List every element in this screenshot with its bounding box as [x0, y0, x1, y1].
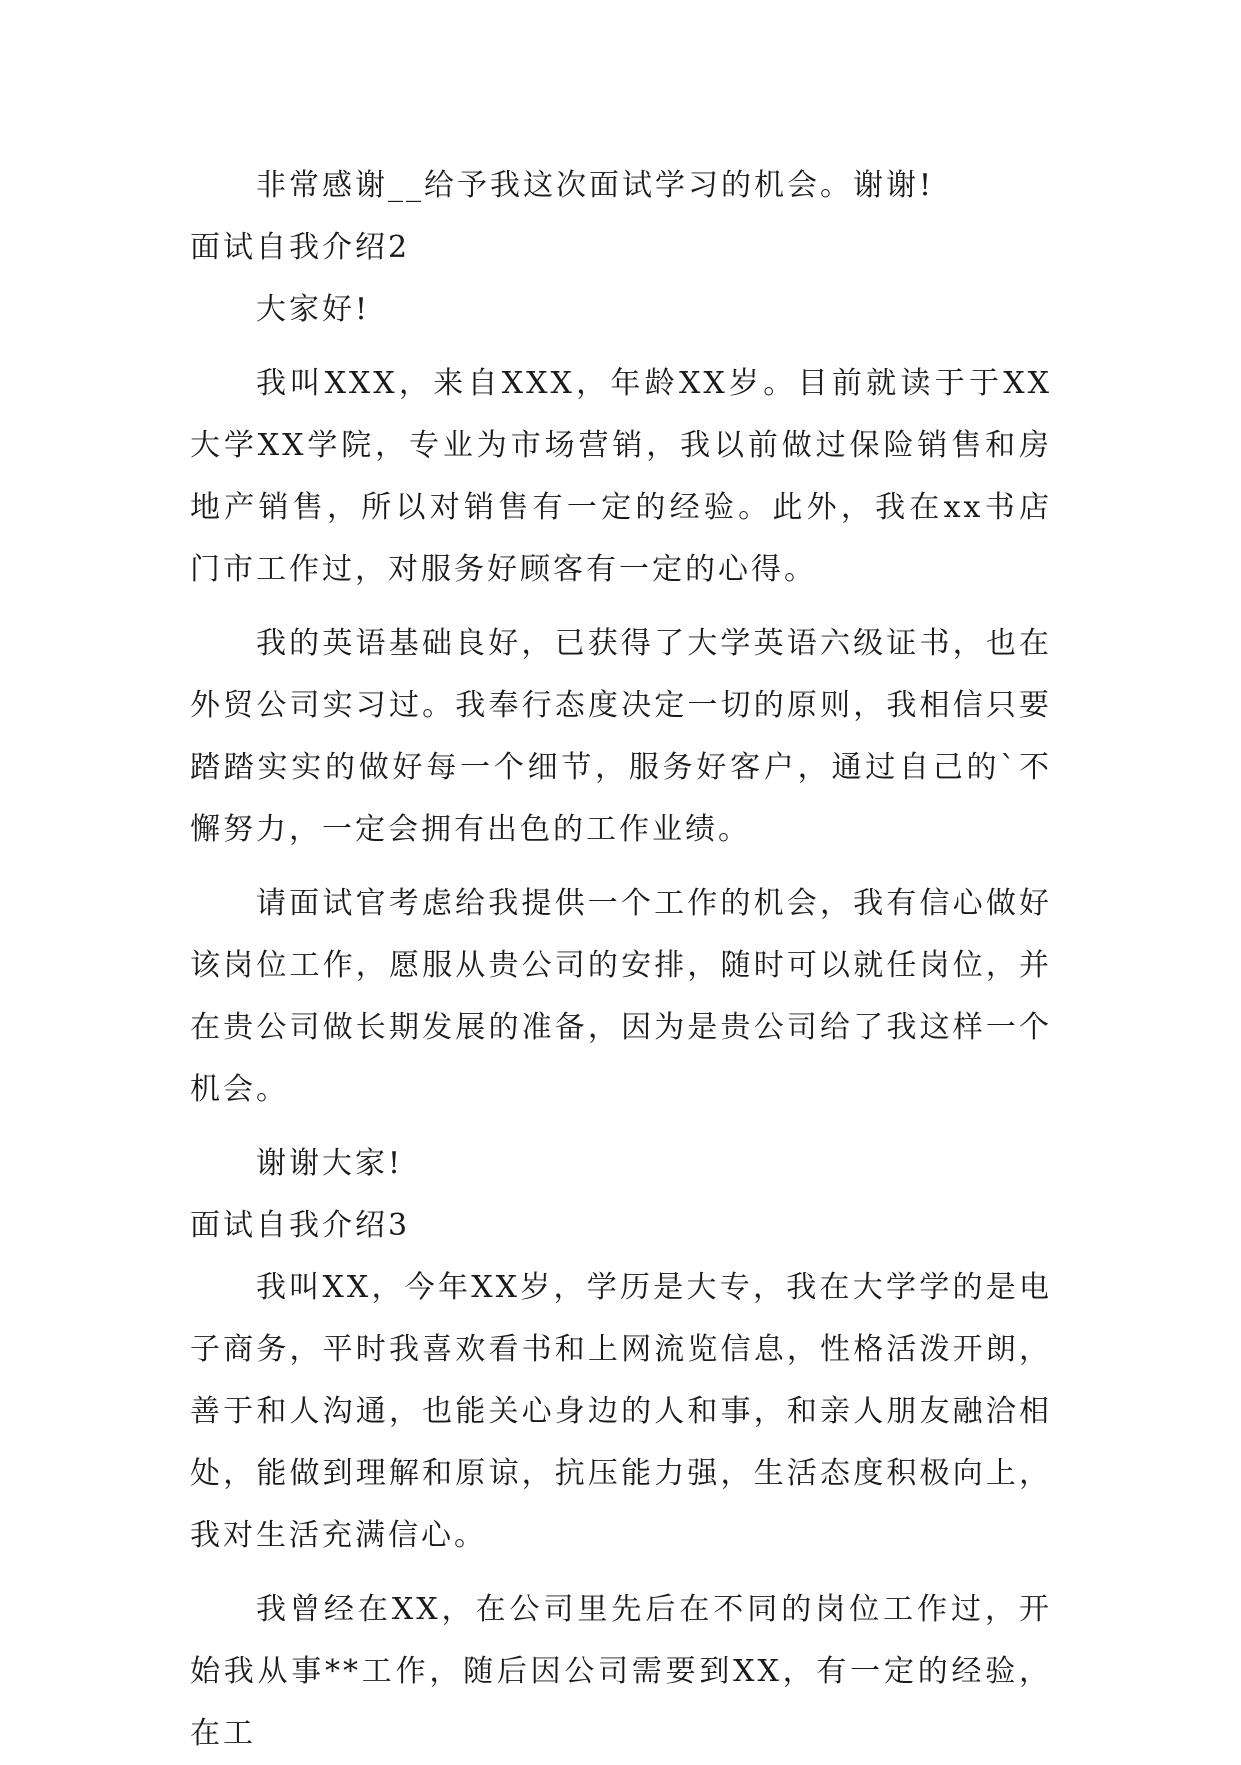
- section-heading-3: 面试自我介绍3: [190, 1208, 411, 1243]
- personal-info-paragraph: 我叫XX，今年XX岁，学历是大专，我在大学学的是电子商务，平时我喜欢看书和上网流览信息，性格活泼开朗，善于和人沟通，也能关心身边的人和事，和亲人朋友融洽相处，能做到理解和原谅，抗压能力强，生活态度积极向上，我对生活充满信心。: [190, 1270, 1052, 1553]
- closing-thanks-paragraph: 非常感谢__给予我这次面试学习的机会。谢谢!: [256, 168, 935, 203]
- work-experience-paragraph: 我曾经在XX，在公司里先后在不同的岗位工作过，开始我从事**工作，随后因公司需要到XX，有一定的经验，在工: [190, 1592, 1052, 1751]
- greeting-paragraph: 大家好!: [256, 292, 371, 327]
- section-heading-2: 面试自我介绍2: [190, 230, 411, 265]
- request-paragraph: 请面试官考虑给我提供一个工作的机会，我有信心做好该岗位工作，愿服从贵公司的安排，随时可以就任岗位，并在贵公司做长期发展的准备，因为是贵公司给了我这样一个机会。: [190, 886, 1052, 1107]
- thanks-everyone-paragraph: 谢谢大家!: [256, 1146, 404, 1181]
- document-body: [190, 155, 1052, 1765]
- intro-paragraph: 我叫XXX，来自XXX，年龄XX岁。目前就读于于XX大学XX学院，专业为市场营销，我以前做过保险销售和房地产销售，所以对销售有一定的经验。此外，我在xx书店门市工作过，对服务好顾客有一定的心得。: [190, 366, 1052, 587]
- english-skills-paragraph: 我的英语基础良好，已获得了大学英语六级证书，也在外贸公司实习过。我奉行态度决定一切的原则，我相信只要踏踏实实的做好每一个细节，服务好客户，通过自己的`不懈努力，一定会拥有出色的工作业绩。: [190, 626, 1052, 847]
